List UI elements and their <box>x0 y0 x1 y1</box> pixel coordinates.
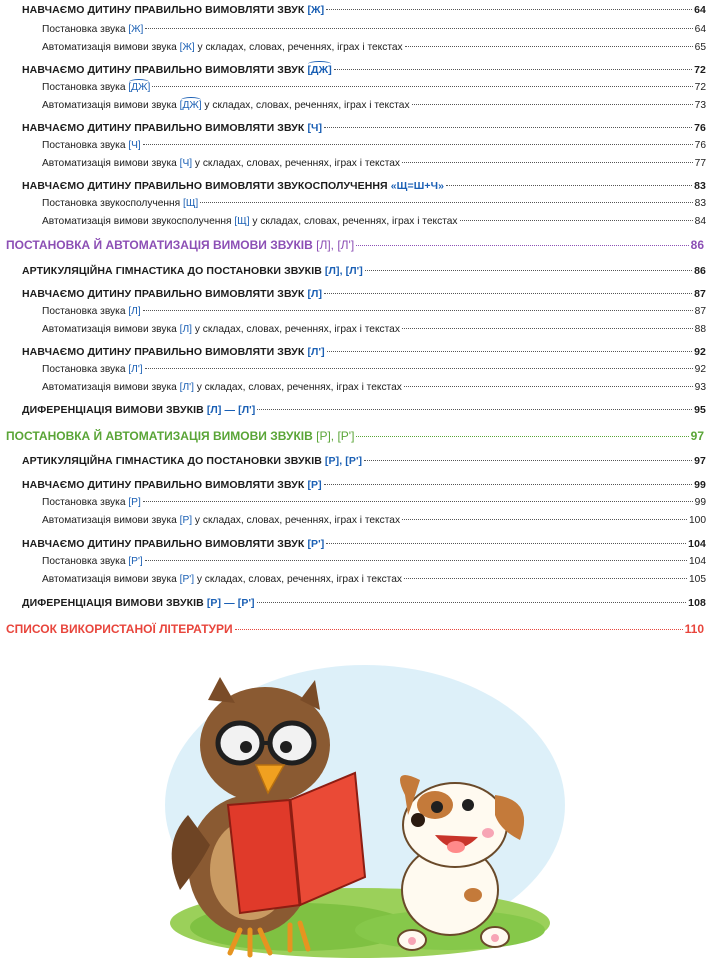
page-number: 72 <box>694 64 706 76</box>
toc-entry-title <box>22 180 444 192</box>
toc-subentry[interactable] <box>42 140 706 151</box>
dot-leader <box>356 245 688 246</box>
dot-leader <box>200 202 692 203</box>
toc-entry[interactable] <box>22 122 706 134</box>
dot-leader <box>334 69 692 70</box>
phoneme-label: [Ж] <box>307 4 325 16</box>
dot-leader <box>402 328 693 329</box>
page-number: 88 <box>694 324 706 335</box>
page-number: 87 <box>694 306 706 317</box>
phoneme-label: [Л], [Л'] <box>316 238 355 252</box>
toc-entry[interactable] <box>22 597 706 609</box>
dot-leader <box>235 629 683 630</box>
toc-entry-title <box>22 597 255 609</box>
toc-entry-text-tail: у складах, словах, реченнях, іграх і текстах <box>192 515 401 526</box>
phoneme-label: [Р'] <box>179 574 195 585</box>
toc-entry-text: Постановка звукосполучення <box>42 198 184 209</box>
toc-subentry[interactable] <box>42 158 706 169</box>
phoneme-label: [Л] <box>179 324 192 335</box>
toc-entry-title <box>42 82 150 93</box>
phoneme-label: [Ч] <box>128 140 141 151</box>
toc-subentry[interactable] <box>42 42 706 53</box>
toc-subentry[interactable] <box>42 82 706 93</box>
toc-entry-text: ПОСТАНОВКА Й АВТОМАТИЗАЦІЯ ВИМОВИ ЗВУКІВ <box>6 238 317 252</box>
toc-entry-title <box>42 364 143 375</box>
phoneme-label: [Л] <box>128 306 141 317</box>
toc-entry-text-tail: у складах, словах, реченнях, іграх і текстах <box>249 216 458 227</box>
phoneme-label: [Щ] <box>234 216 250 227</box>
toc-entry-text-tail: у складах, словах, реченнях, іграх і текстах <box>194 42 403 53</box>
toc-subentry[interactable] <box>42 24 706 35</box>
phoneme-label: [ДЖ] <box>307 64 332 76</box>
toc-entry-title <box>42 24 143 35</box>
toc-entry[interactable] <box>22 180 706 192</box>
phoneme-label: [Л] — [Л'] <box>206 404 256 416</box>
toc-entry-title <box>22 538 324 550</box>
toc-entry-text: Автоматизація вимови звука <box>42 382 180 393</box>
toc-entry-text: НАВЧАЄМО ДИТИНУ ПРАВИЛЬНО ВИМОВЛЯТИ ЗВУК <box>22 122 308 134</box>
dot-leader <box>404 578 687 579</box>
toc-section-heading[interactable] <box>6 238 704 252</box>
toc-entry-title <box>42 140 141 151</box>
toc-entry-text: НАВЧАЄМО ДИТИНУ ПРАВИЛЬНО ВИМОВЛЯТИ ЗВУК <box>22 346 308 358</box>
toc-section-heading[interactable] <box>6 622 704 636</box>
phoneme-label: [Р'] <box>307 538 325 550</box>
dot-leader <box>326 543 686 544</box>
toc-entry[interactable] <box>22 4 706 16</box>
toc-entry-title <box>22 479 322 491</box>
toc-entry-text-tail: у складах, словах, реченнях, іграх і текстах <box>194 574 402 585</box>
toc-entry-text: НАВЧАЄМО ДИТИНУ ПРАВИЛЬНО ВИМОВЛЯТИ ЗВУК <box>22 538 308 550</box>
phoneme-label: [ДЖ] <box>179 100 202 111</box>
toc-entry-title <box>6 429 354 443</box>
toc-entry-text: Постановка звука <box>42 24 129 35</box>
toc-subentry[interactable] <box>42 574 706 585</box>
toc-subentry[interactable] <box>42 515 706 526</box>
toc-entry-text: НАВЧАЄМО ДИТИНУ ПРАВИЛЬНО ВИМОВЛЯТИ ЗВУК <box>22 4 308 16</box>
dot-leader <box>145 368 693 369</box>
phoneme-label: [Р], [Р'] <box>316 429 355 443</box>
toc-entry-text: Постановка звука <box>42 556 129 567</box>
owl-and-puppy-illustration <box>150 655 570 965</box>
toc-entry-text: Автоматизація вимови звука <box>42 158 180 169</box>
phoneme-label: [Ж] <box>128 24 144 35</box>
toc-subentry[interactable] <box>42 216 706 227</box>
phoneme-label: [ДЖ] <box>128 82 151 93</box>
toc-subentry[interactable] <box>42 198 706 209</box>
toc-entry[interactable] <box>22 265 706 277</box>
dot-leader <box>402 519 687 520</box>
toc-entry-text: ПОСТАНОВКА Й АВТОМАТИЗАЦІЯ ВИМОВИ ЗВУКІВ <box>6 429 317 443</box>
toc-subentry[interactable] <box>42 364 706 375</box>
dot-leader <box>404 386 693 387</box>
phoneme-label: [Ч] <box>179 158 193 169</box>
page-number: 72 <box>694 82 706 93</box>
toc-entry-text: ДИФЕРЕНЦІАЦІЯ ВИМОВИ ЗВУКІВ <box>22 597 207 609</box>
dot-leader <box>460 220 693 221</box>
toc-entry-title <box>42 515 400 526</box>
dot-leader <box>326 9 692 10</box>
dot-leader <box>402 162 693 163</box>
toc-entry-text: НАВЧАЄМО ДИТИНУ ПРАВИЛЬНО ВИМОВЛЯТИ ЗВУКОСПОЛУЧЕННЯ <box>22 180 391 192</box>
toc-entry[interactable] <box>22 455 706 467</box>
toc-entry-title <box>6 238 354 252</box>
toc-entry-title <box>22 455 362 467</box>
phoneme-label: «Щ=Ш+Ч» <box>390 180 445 192</box>
toc-subentry[interactable] <box>42 306 706 317</box>
dot-leader <box>143 310 693 311</box>
phoneme-label: [Р], [Р'] <box>324 455 363 467</box>
page-number: 105 <box>689 574 706 585</box>
toc-entry-text: Постановка звука <box>42 497 129 508</box>
toc-entry-text: НАВЧАЄМО ДИТИНУ ПРАВИЛЬНО ВИМОВЛЯТИ ЗВУК <box>22 479 308 491</box>
toc-entry-text: НАВЧАЄМО ДИТИНУ ПРАВИЛЬНО ВИМОВЛЯТИ ЗВУК <box>22 64 308 76</box>
dot-leader <box>145 560 687 561</box>
dot-leader <box>405 46 693 47</box>
toc-subentry[interactable] <box>42 100 706 111</box>
phoneme-label: [Л], [Л'] <box>324 265 363 277</box>
page-number: 104 <box>688 538 706 550</box>
toc-entry-text: Автоматизація вимови звука <box>42 100 180 111</box>
toc-entry-title <box>42 324 400 335</box>
toc-entry-title <box>42 382 402 393</box>
toc-entry-title <box>42 158 400 169</box>
dot-leader <box>324 293 692 294</box>
toc-entry-text: Постановка звука <box>42 364 129 375</box>
toc-entry-text: Постановка звука <box>42 82 129 93</box>
page-number: 110 <box>684 622 704 636</box>
toc-entry-text: ДИФЕРЕНЦІАЦІЯ ВИМОВИ ЗВУКІВ <box>22 404 207 416</box>
toc-entry-text: НАВЧАЄМО ДИТИНУ ПРАВИЛЬНО ВИМОВЛЯТИ ЗВУК <box>22 288 308 300</box>
page-number: 76 <box>694 140 706 151</box>
toc-entry-text-tail: у складах, словах, реченнях, іграх і текстах <box>191 324 400 335</box>
phoneme-label: [Л'] <box>179 382 194 393</box>
toc-entry-text: Постановка звука <box>42 306 129 317</box>
phoneme-label: [Л] <box>307 288 323 300</box>
page-number: 86 <box>690 238 704 252</box>
toc-entry-title <box>22 346 325 358</box>
toc-entry[interactable] <box>22 346 706 358</box>
phoneme-label: [Ч] <box>307 122 323 134</box>
toc-entry-text: Автоматизація вимови звукосполучення <box>42 216 235 227</box>
page-number: 65 <box>694 42 706 53</box>
page-number: 93 <box>694 382 706 393</box>
dot-leader <box>257 409 692 410</box>
dot-leader <box>412 104 693 105</box>
page-number: 64 <box>694 24 706 35</box>
toc-entry[interactable] <box>22 288 706 300</box>
toc-entry-title <box>22 64 332 76</box>
page-number: 86 <box>694 265 706 277</box>
toc-entry-text: Автоматизація вимови звука <box>42 324 180 335</box>
dot-leader <box>356 436 688 437</box>
page-number: 92 <box>694 346 706 358</box>
page-number: 73 <box>694 100 706 111</box>
toc-entry-text: АРТИКУЛЯЦІЙНА ГІМНАСТИКА ДО ПОСТАНОВКИ ЗВУКІВ <box>22 455 325 467</box>
dot-leader <box>257 602 687 603</box>
page-number: 104 <box>689 556 706 567</box>
page-number: 64 <box>694 4 706 16</box>
toc-entry-title <box>42 100 410 111</box>
dot-leader <box>143 501 693 502</box>
toc-subentry[interactable] <box>42 324 706 335</box>
dot-leader <box>324 484 692 485</box>
toc-entry-text-tail: у складах, словах, реченнях, іграх і текстах <box>192 158 401 169</box>
toc-entry-title <box>6 622 233 636</box>
toc-entry-text: АРТИКУЛЯЦІЙНА ГІМНАСТИКА ДО ПОСТАНОВКИ ЗВУКІВ <box>22 265 325 277</box>
dot-leader <box>327 351 692 352</box>
toc-section-heading[interactable] <box>6 429 704 443</box>
page-number: 87 <box>694 288 706 300</box>
toc-entry-text: Автоматизація вимови звука <box>42 574 180 585</box>
page-number: 83 <box>694 180 706 192</box>
toc-entry-title <box>22 288 322 300</box>
toc-entry-text-tail: у складах, словах, реченнях, іграх і текстах <box>193 382 402 393</box>
toc-entry-title <box>42 497 141 508</box>
dot-leader <box>365 270 692 271</box>
toc-entry-title <box>22 404 255 416</box>
toc-entry-title <box>22 4 324 16</box>
page-number: 77 <box>694 158 706 169</box>
toc-entry[interactable] <box>22 64 706 76</box>
dot-leader <box>446 185 692 186</box>
page-number: 95 <box>694 404 706 416</box>
page-number: 83 <box>694 198 706 209</box>
page-number: 99 <box>694 497 706 508</box>
toc-entry-text: СПИСОК ВИКОРИСТАНОЇ ЛІТЕРАТУРИ <box>6 622 233 636</box>
toc-entry-title <box>42 556 143 567</box>
page-number: 97 <box>690 429 704 443</box>
page-number: 92 <box>694 364 706 375</box>
toc-entry-title <box>22 122 322 134</box>
toc-entry[interactable] <box>22 538 706 550</box>
phoneme-label: [Р] <box>179 515 193 526</box>
toc-entry-title <box>42 216 458 227</box>
toc-entry-text-tail: у складах, словах, реченнях, іграх і текстах <box>201 100 410 111</box>
toc-subentry[interactable] <box>42 497 706 508</box>
page-number: 97 <box>694 455 706 467</box>
page-number: 76 <box>694 122 706 134</box>
toc-subentry[interactable] <box>42 382 706 393</box>
toc-subentry[interactable] <box>42 556 706 567</box>
toc-entry-title <box>42 198 198 209</box>
phoneme-label: [Ж] <box>179 42 195 53</box>
phoneme-label: [Л'] <box>307 346 325 358</box>
phoneme-label: [Щ] <box>183 198 199 209</box>
toc-entry-title <box>42 306 141 317</box>
toc-entry-title <box>22 265 363 277</box>
page-number: 84 <box>694 216 706 227</box>
phoneme-label: [Р] <box>307 479 322 491</box>
toc-entry-title <box>42 42 403 53</box>
dot-leader <box>152 86 692 87</box>
toc-entry[interactable] <box>22 479 706 491</box>
phoneme-label: [Р] <box>128 497 141 508</box>
toc-entry-text: Автоматизація вимови звука <box>42 42 180 53</box>
dot-leader <box>143 144 693 145</box>
toc-entry-title <box>42 574 402 585</box>
phoneme-label: [Р] — [Р'] <box>206 597 255 609</box>
toc-entry-text: Постановка звука <box>42 140 129 151</box>
page-number: 108 <box>688 597 706 609</box>
dot-leader <box>364 460 692 461</box>
dot-leader <box>145 28 692 29</box>
toc-entry-text: Автоматизація вимови звука <box>42 515 180 526</box>
phoneme-label: [Л'] <box>128 364 143 375</box>
toc-entry[interactable] <box>22 404 706 416</box>
phoneme-label: [Р'] <box>128 556 143 567</box>
page-number: 99 <box>694 479 706 491</box>
page-number: 100 <box>689 515 706 526</box>
dot-leader <box>324 127 692 128</box>
